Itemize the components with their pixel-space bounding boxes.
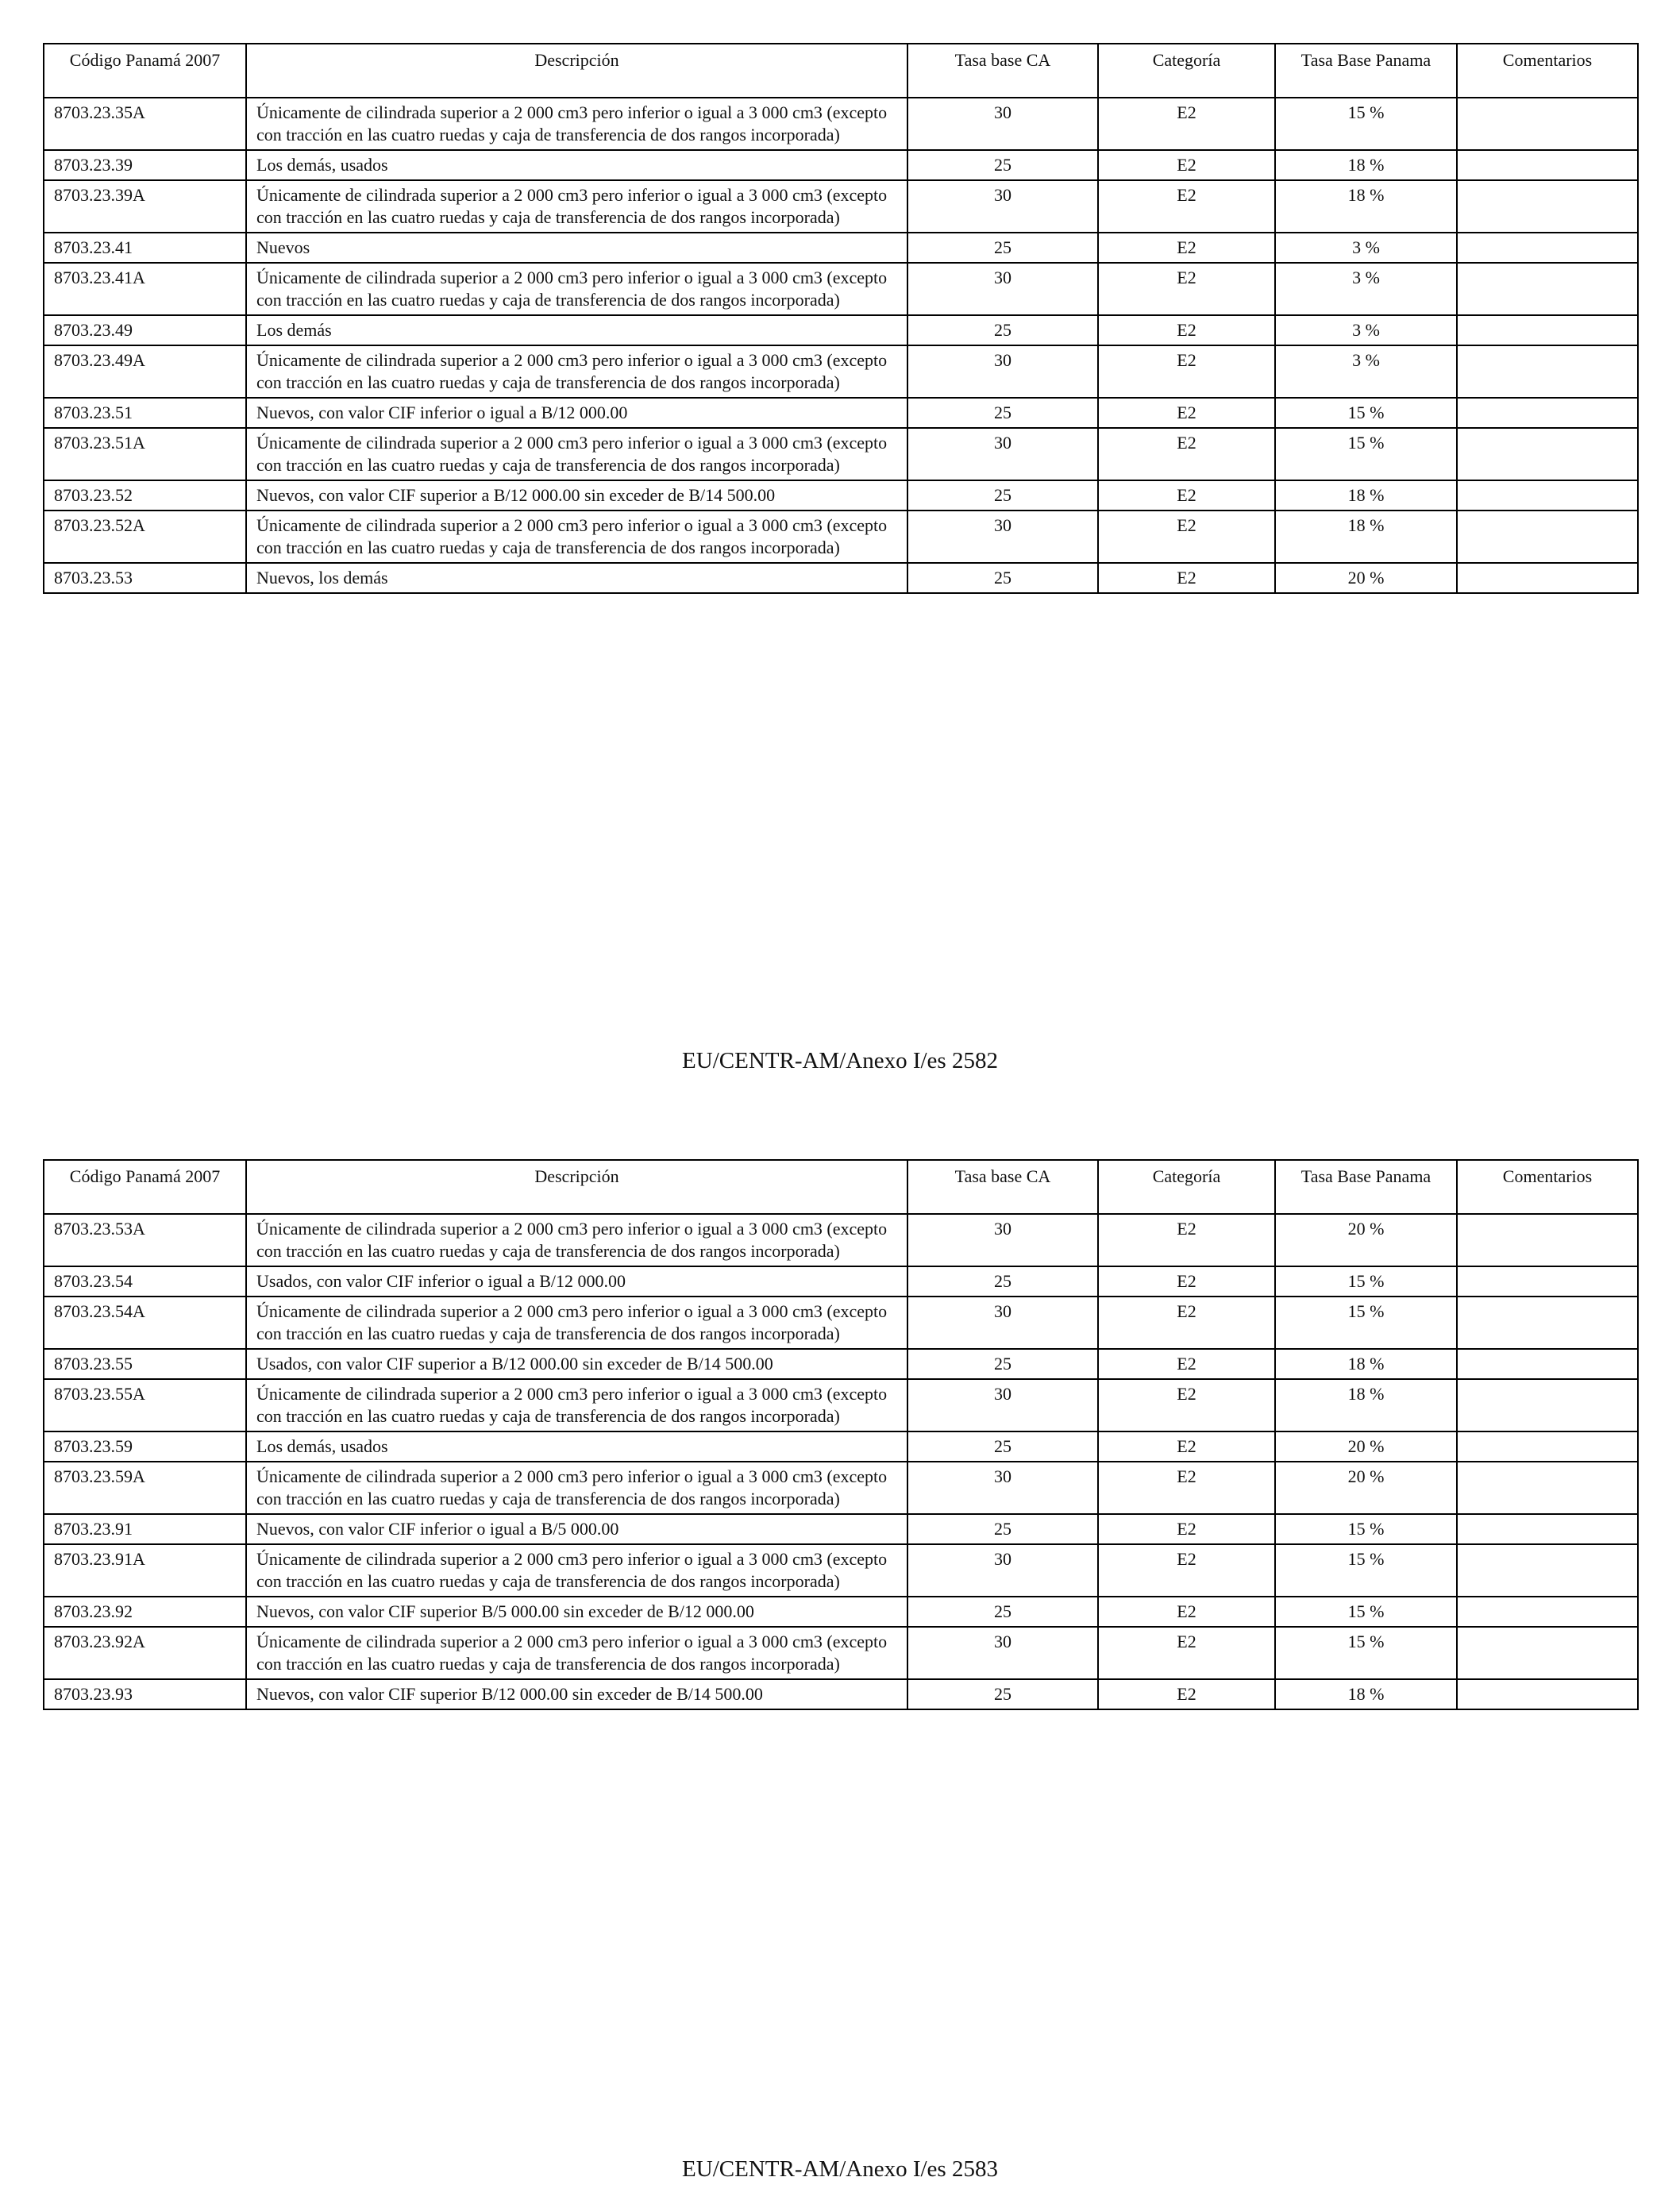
page-footer-1: EU/CENTR-AM/Anexo I/es 2582 [682,1048,998,1073]
cell-tasa-base-ca: 30 [907,1627,1098,1679]
cell-tasa-base-panama: 18 % [1275,1349,1457,1379]
header-categoria: Categoría [1098,1160,1275,1214]
cell-code: 8703.23.49A [44,345,246,398]
cell-code: 8703.23.59A [44,1462,246,1514]
cell-comentarios [1457,1514,1638,1544]
cell-categoria: E2 [1098,1379,1275,1431]
cell-comentarios [1457,150,1638,180]
cell-description: Los demás, usados [246,150,907,180]
cell-categoria: E2 [1098,1462,1275,1514]
table-row [44,98,1638,150]
table-row [44,1266,1638,1297]
cell-tasa-base-ca: 25 [907,150,1098,180]
cell-tasa-base-panama: 15 % [1275,98,1457,150]
cell-description: Usados, con valor CIF inferior o igual a B/12 000.00 [246,1266,907,1297]
cell-categoria: E2 [1098,1266,1275,1297]
cell-comentarios [1457,1349,1638,1379]
table-row [44,1544,1638,1597]
cell-categoria: E2 [1098,428,1275,480]
cell-tasa-base-ca: 25 [907,315,1098,345]
cell-tasa-base-panama: 15 % [1275,1627,1457,1679]
cell-description: Únicamente de cilindrada superior a 2 000 cm3 pero inferior o igual a 3 000 cm3 (excepto con tracción en las cuatro ruedas y caja de transferencia de dos rangos incorporada) [246,1297,907,1349]
cell-description: Nuevos, con valor CIF superior B/5 000.00 sin exceder de B/12 000.00 [246,1597,907,1627]
cell-description: Únicamente de cilindrada superior a 2 000 cm3 pero inferior o igual a 3 000 cm3 (excepto con tracción en las cuatro ruedas y caja de transferencia de dos rangos incorporada) [246,428,907,480]
cell-tasa-base-panama: 18 % [1275,480,1457,511]
cell-code: 8703.23.39A [44,180,246,233]
cell-comentarios [1457,315,1638,345]
cell-code: 8703.23.54A [44,1297,246,1349]
cell-code: 8703.23.41A [44,263,246,315]
cell-code: 8703.23.55 [44,1349,246,1379]
cell-description: Nuevos, con valor CIF superior B/12 000.00 sin exceder de B/14 500.00 [246,1679,907,1709]
tariff-table-block-1 [43,43,1637,594]
header-descripcion: Descripción [246,1160,907,1214]
cell-categoria: E2 [1098,511,1275,563]
cell-description: Únicamente de cilindrada superior a 2 000 cm3 pero inferior o igual a 3 000 cm3 (excepto con tracción en las cuatro ruedas y caja de transferencia de dos rangos incorporada) [246,1627,907,1679]
cell-code: 8703.23.55A [44,1379,246,1431]
table-row [44,1349,1638,1379]
cell-tasa-base-panama: 15 % [1275,1297,1457,1349]
cell-categoria: E2 [1098,398,1275,428]
cell-tasa-base-ca: 25 [907,1349,1098,1379]
cell-categoria: E2 [1098,233,1275,263]
cell-tasa-base-panama: 20 % [1275,563,1457,593]
table-header-row [44,1160,1638,1214]
table-row [44,398,1638,428]
cell-code: 8703.23.49 [44,315,246,345]
table-row [44,150,1638,180]
cell-categoria: E2 [1098,315,1275,345]
cell-comentarios [1457,511,1638,563]
cell-comentarios [1457,1214,1638,1266]
cell-categoria: E2 [1098,1431,1275,1462]
cell-categoria: E2 [1098,1597,1275,1627]
cell-categoria: E2 [1098,480,1275,511]
cell-comentarios [1457,1679,1638,1709]
cell-tasa-base-ca: 30 [907,1544,1098,1597]
cell-tasa-base-ca: 25 [907,1514,1098,1544]
cell-comentarios [1457,398,1638,428]
cell-comentarios [1457,1544,1638,1597]
cell-categoria: E2 [1098,263,1275,315]
cell-categoria: E2 [1098,150,1275,180]
cell-code: 8703.23.91A [44,1544,246,1597]
cell-categoria: E2 [1098,1679,1275,1709]
cell-code: 8703.23.51 [44,398,246,428]
cell-tasa-base-ca: 30 [907,180,1098,233]
cell-tasa-base-panama: 20 % [1275,1214,1457,1266]
cell-tasa-base-ca: 30 [907,1462,1098,1514]
cell-tasa-base-panama: 3 % [1275,233,1457,263]
cell-description: Los demás [246,315,907,345]
cell-tasa-base-panama: 18 % [1275,1379,1457,1431]
cell-description: Nuevos, los demás [246,563,907,593]
cell-code: 8703.23.91 [44,1514,246,1544]
cell-comentarios [1457,428,1638,480]
cell-description: Únicamente de cilindrada superior a 2 000 cm3 pero inferior o igual a 3 000 cm3 (excepto con tracción en las cuatro ruedas y caja de transferencia de dos rangos incorporada) [246,1544,907,1597]
page-footer-2: EU/CENTR-AM/Anexo I/es 2583 [682,2156,998,2182]
cell-categoria: E2 [1098,1214,1275,1266]
header-comentarios: Comentarios [1457,44,1638,98]
cell-tasa-base-panama: 3 % [1275,315,1457,345]
cell-tasa-base-panama: 18 % [1275,180,1457,233]
table-body-1 [44,98,1638,593]
header-descripcion: Descripción [246,44,907,98]
cell-code: 8703.23.52 [44,480,246,511]
table-row [44,1679,1638,1709]
cell-tasa-base-panama: 18 % [1275,1679,1457,1709]
cell-categoria: E2 [1098,563,1275,593]
cell-tasa-base-panama: 15 % [1275,1266,1457,1297]
table-row [44,180,1638,233]
cell-categoria: E2 [1098,1297,1275,1349]
cell-categoria: E2 [1098,1627,1275,1679]
table-row [44,563,1638,593]
cell-tasa-base-panama: 3 % [1275,263,1457,315]
cell-comentarios [1457,1627,1638,1679]
cell-categoria: E2 [1098,1514,1275,1544]
cell-comentarios [1457,1462,1638,1514]
cell-description: Únicamente de cilindrada superior a 2 000 cm3 pero inferior o igual a 3 000 cm3 (excepto con tracción en las cuatro ruedas y caja de transferencia de dos rangos incorporada) [246,345,907,398]
cell-description: Nuevos, con valor CIF inferior o igual a B/12 000.00 [246,398,907,428]
cell-comentarios [1457,563,1638,593]
cell-comentarios [1457,345,1638,398]
cell-tasa-base-ca: 30 [907,428,1098,480]
table-row [44,1514,1638,1544]
table-row [44,1597,1638,1627]
cell-tasa-base-ca: 25 [907,563,1098,593]
cell-tasa-base-panama: 18 % [1275,511,1457,563]
cell-comentarios [1457,233,1638,263]
cell-comentarios [1457,480,1638,511]
cell-comentarios [1457,1597,1638,1627]
cell-description: Únicamente de cilindrada superior a 2 000 cm3 pero inferior o igual a 3 000 cm3 (excepto con tracción en las cuatro ruedas y caja de transferencia de dos rangos incorporada) [246,1379,907,1431]
tariff-table-1 [43,43,1639,594]
table-header-row [44,44,1638,98]
cell-tasa-base-ca: 30 [907,1379,1098,1431]
table-row [44,1379,1638,1431]
cell-comentarios [1457,1379,1638,1431]
cell-tasa-base-ca: 25 [907,480,1098,511]
tariff-table-2 [43,1159,1639,1710]
cell-description: Nuevos, con valor CIF superior a B/12 000.00 sin exceder de B/14 500.00 [246,480,907,511]
header-tasa-base-ca: Tasa base CA [907,44,1098,98]
cell-tasa-base-panama: 18 % [1275,150,1457,180]
table-row [44,428,1638,480]
cell-code: 8703.23.51A [44,428,246,480]
cell-tasa-base-panama: 20 % [1275,1431,1457,1462]
header-tasa-base-panama: Tasa Base Panama [1275,1160,1457,1214]
table-row [44,1214,1638,1266]
cell-tasa-base-panama: 15 % [1275,1597,1457,1627]
table-row [44,511,1638,563]
table-row [44,315,1638,345]
header-codigo: Código Panamá 2007 [44,1160,246,1214]
cell-description: Únicamente de cilindrada superior a 2 000 cm3 pero inferior o igual a 3 000 cm3 (excepto con tracción en las cuatro ruedas y caja de transferencia de dos rangos incorporada) [246,511,907,563]
cell-comentarios [1457,1266,1638,1297]
cell-tasa-base-ca: 30 [907,345,1098,398]
cell-code: 8703.23.92 [44,1597,246,1627]
cell-tasa-base-ca: 30 [907,511,1098,563]
cell-categoria: E2 [1098,1544,1275,1597]
tariff-table-block-2 [43,1159,1637,1710]
header-codigo: Código Panamá 2007 [44,44,246,98]
table-row [44,345,1638,398]
cell-description: Únicamente de cilindrada superior a 2 000 cm3 pero inferior o igual a 3 000 cm3 (excepto con tracción en las cuatro ruedas y caja de transferencia de dos rangos incorporada) [246,98,907,150]
table-body-2 [44,1214,1638,1709]
header-comentarios: Comentarios [1457,1160,1638,1214]
table-row [44,480,1638,511]
cell-comentarios [1457,1431,1638,1462]
cell-tasa-base-ca: 25 [907,1597,1098,1627]
header-tasa-base-panama: Tasa Base Panama [1275,44,1457,98]
cell-code: 8703.23.93 [44,1679,246,1709]
cell-code: 8703.23.41 [44,233,246,263]
cell-description: Usados, con valor CIF superior a B/12 000.00 sin exceder de B/14 500.00 [246,1349,907,1379]
cell-code: 8703.23.54 [44,1266,246,1297]
cell-description: Únicamente de cilindrada superior a 2 000 cm3 pero inferior o igual a 3 000 cm3 (excepto con tracción en las cuatro ruedas y caja de transferencia de dos rangos incorporada) [246,180,907,233]
cell-categoria: E2 [1098,180,1275,233]
cell-tasa-base-ca: 30 [907,263,1098,315]
cell-tasa-base-ca: 25 [907,1679,1098,1709]
table-row [44,1297,1638,1349]
cell-description: Únicamente de cilindrada superior a 2 000 cm3 pero inferior o igual a 3 000 cm3 (excepto con tracción en las cuatro ruedas y caja de transferencia de dos rangos incorporada) [246,1214,907,1266]
table-row [44,1431,1638,1462]
cell-tasa-base-ca: 25 [907,233,1098,263]
cell-tasa-base-ca: 30 [907,98,1098,150]
cell-tasa-base-ca: 25 [907,1431,1098,1462]
cell-comentarios [1457,98,1638,150]
cell-tasa-base-panama: 15 % [1275,398,1457,428]
cell-code: 8703.23.92A [44,1627,246,1679]
cell-tasa-base-ca: 25 [907,398,1098,428]
cell-tasa-base-panama: 15 % [1275,428,1457,480]
cell-tasa-base-panama: 15 % [1275,1544,1457,1597]
cell-code: 8703.23.39 [44,150,246,180]
cell-tasa-base-ca: 25 [907,1266,1098,1297]
cell-description: Nuevos [246,233,907,263]
header-tasa-base-ca: Tasa base CA [907,1160,1098,1214]
cell-description: Nuevos, con valor CIF inferior o igual a B/5 000.00 [246,1514,907,1544]
header-categoria: Categoría [1098,44,1275,98]
cell-comentarios [1457,180,1638,233]
cell-code: 8703.23.53A [44,1214,246,1266]
cell-categoria: E2 [1098,345,1275,398]
cell-categoria: E2 [1098,1349,1275,1379]
table-row [44,263,1638,315]
cell-code: 8703.23.53 [44,563,246,593]
cell-comentarios [1457,1297,1638,1349]
table-row [44,1462,1638,1514]
cell-tasa-base-ca: 30 [907,1297,1098,1349]
cell-comentarios [1457,263,1638,315]
cell-tasa-base-panama: 3 % [1275,345,1457,398]
cell-description: Los demás, usados [246,1431,907,1462]
cell-tasa-base-panama: 15 % [1275,1514,1457,1544]
cell-description: Únicamente de cilindrada superior a 2 000 cm3 pero inferior o igual a 3 000 cm3 (excepto con tracción en las cuatro ruedas y caja de transferencia de dos rangos incorporada) [246,1462,907,1514]
cell-code: 8703.23.59 [44,1431,246,1462]
cell-code: 8703.23.35A [44,98,246,150]
cell-code: 8703.23.52A [44,511,246,563]
cell-tasa-base-panama: 20 % [1275,1462,1457,1514]
cell-description: Únicamente de cilindrada superior a 2 000 cm3 pero inferior o igual a 3 000 cm3 (excepto con tracción en las cuatro ruedas y caja de transferencia de dos rangos incorporada) [246,263,907,315]
cell-categoria: E2 [1098,98,1275,150]
cell-tasa-base-ca: 30 [907,1214,1098,1266]
table-row [44,1627,1638,1679]
table-row [44,233,1638,263]
